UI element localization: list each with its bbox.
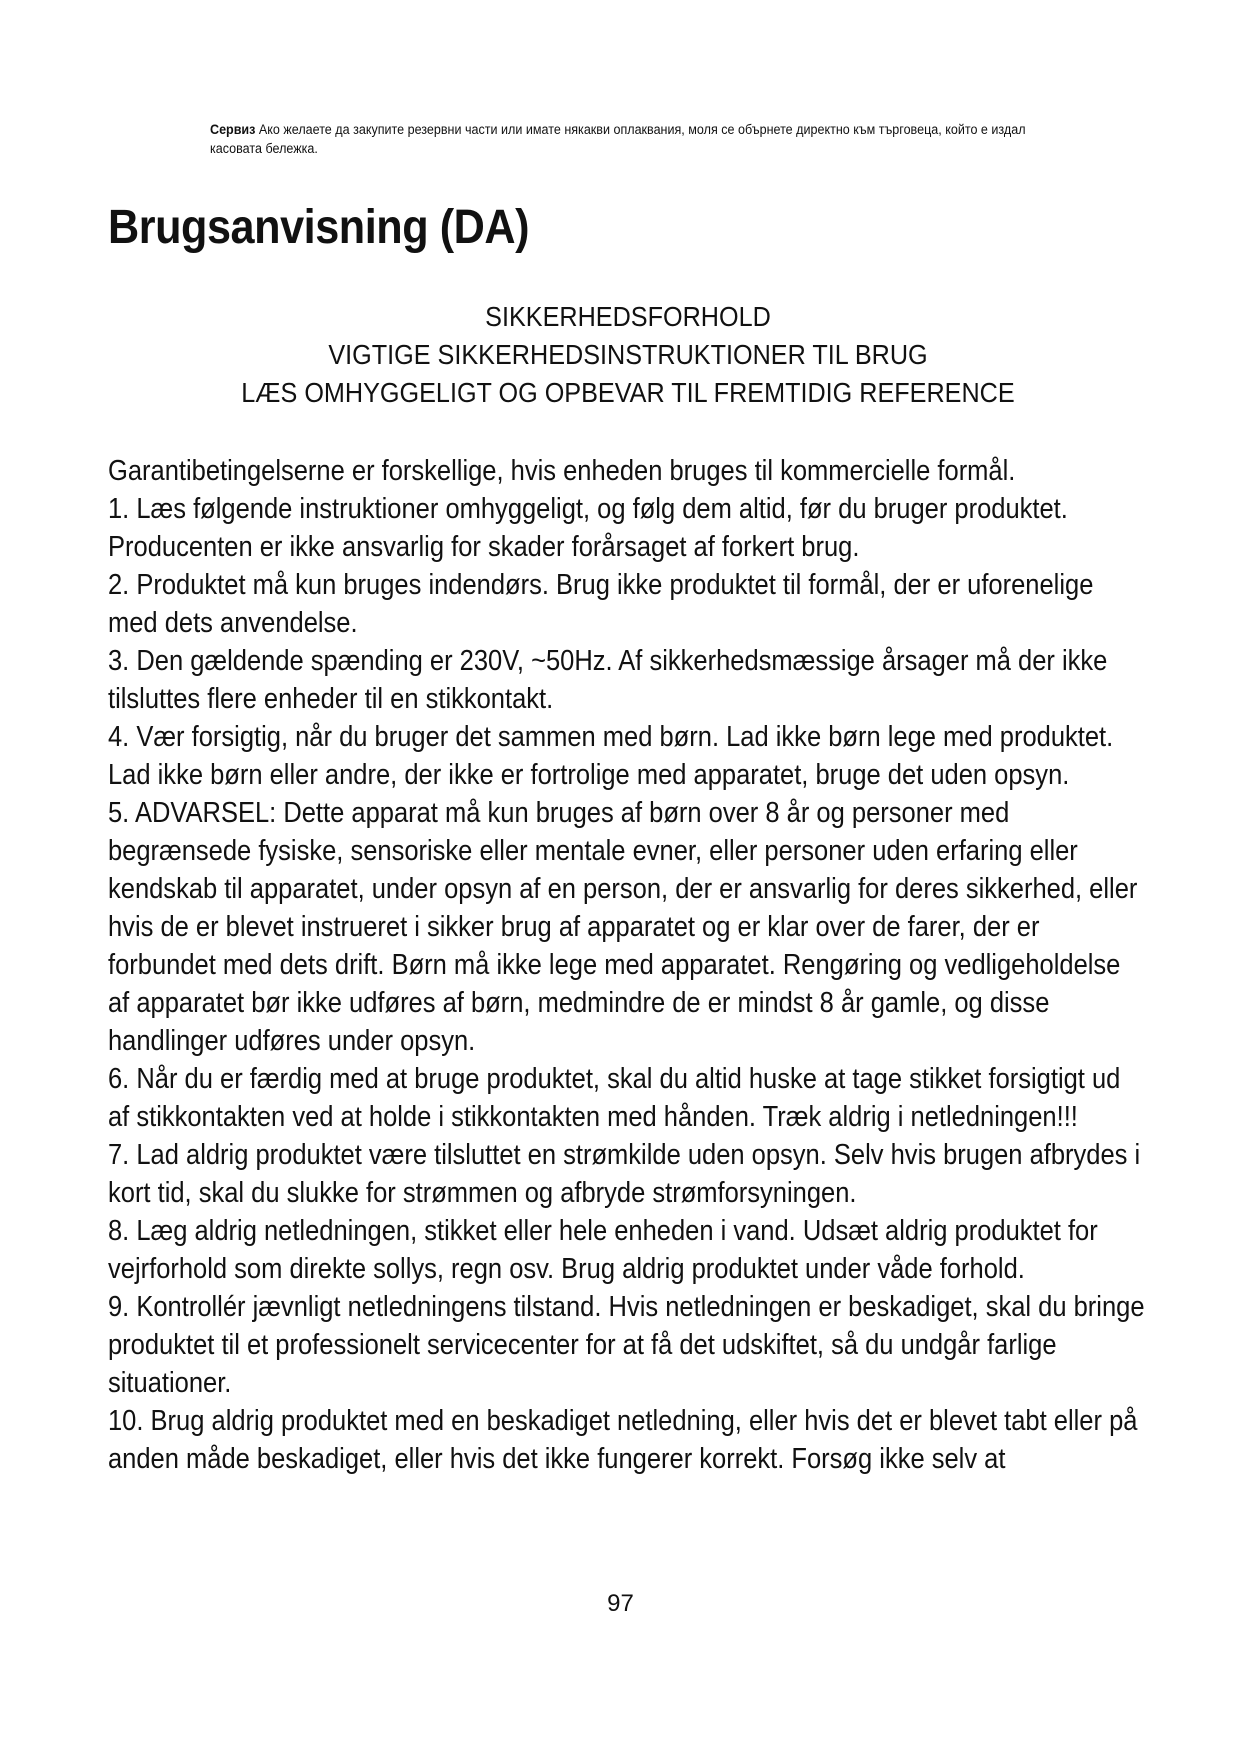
page-title: Brugsanvisning (DA) <box>108 201 530 254</box>
safety-heading <box>108 298 1148 412</box>
instruction-item: 8. Læg aldrig netledningen, stikket eller hele enheden i vand. Udsæt aldrig produktet for vejrforhold som direkte sollys, regn osv. Brug aldrig produktet under våde forhold. <box>108 1215 1098 1285</box>
service-note <box>210 120 1075 158</box>
safety-heading-line: VIGTIGE SIKKERHEDSINSTRUKTIONER TIL BRUG <box>328 339 928 370</box>
instruction-item: 5. ADVARSEL: Dette apparat må kun bruges af børn over 8 år og personer med begrænsede fysiske, sensoriske eller mentale evner, eller personer uden erfaring eller kendskab til apparatet, under opsyn af en person, der er ansvarlig for deres sikkerhed, eller hvis de er blevet instrueret i sikker brug af apparatet og er klar over de farer, der er forbundet med dets drift. Børn må ikke lege med apparatet. Rengøring og vedligeholdelse af apparatet bør ikke udføres af børn, medmindre de er mindst 8 år gamle, og disse handlinger udføres under opsyn. <box>108 797 1138 1057</box>
instruction-item: 6. Når du er færdig med at bruge produktet, skal du altid huske at tage stikket forsigtigt ud af stikkontakten ved at holde i stikkontakten med hånden. Træk aldrig i netledningen!!! <box>108 1063 1121 1133</box>
page-number: 97 <box>607 1590 634 1617</box>
service-note-label: Сервиз <box>210 122 256 137</box>
instruction-item: 4. Vær forsigtig, når du bruger det sammen med børn. Lad ikke børn lege med produktet. Lad ikke børn eller andre, der ikke er fortrolige med apparatet, bruge det uden opsyn. <box>108 721 1114 791</box>
safety-heading-line: LÆS OMHYGGELIGT OG OPBEVAR TIL FREMTIDIG REFERENCE <box>241 377 1015 408</box>
instructions-body <box>108 452 1146 1478</box>
instruction-item: 10. Brug aldrig produktet med en beskadiget netledning, eller hvis det er blevet tabt eller på anden måde beskadiget, eller hvis det ikke fungerer korrekt. Forsøg ikke selv at <box>108 1405 1138 1475</box>
service-note-text: Ако желаете да закупите резервни части или имате някакви оплаквания, моля се обърнете директно към търговеца, който е издал касовата бележка. <box>210 122 1026 156</box>
intro-paragraph: Garantibetingelserne er forskellige, hvis enheden bruges til kommercielle formål. <box>108 455 1016 487</box>
instruction-item: 1. Læs følgende instruktioner omhyggeligt, og følg dem altid, før du bruger produktet. Producenten er ikke ansvarlig for skader forårsaget af forkert brug. <box>108 493 1068 563</box>
instruction-item: 7. Lad aldrig produktet være tilsluttet en strømkilde uden opsyn. Selv hvis brugen afbrydes i kort tid, skal du slukke for strømmen og afbryde strømforsyningen. <box>108 1139 1141 1209</box>
instruction-item: 9. Kontrollér jævnligt netledningens tilstand. Hvis netledningen er beskadiget, skal du bringe produktet til et professionelt servicecenter for at få det udskiftet, så du undgår farlige situationer. <box>108 1291 1145 1399</box>
safety-heading-line: SIKKERHEDSFORHOLD <box>485 301 771 332</box>
instruction-item: 3. Den gældende spænding er 230V, ~50Hz. Af sikkerhedsmæssige årsager må der ikke tilsluttes flere enheder til en stikkontakt. <box>108 645 1108 715</box>
instruction-item: 2. Produktet må kun bruges indendørs. Brug ikke produktet til formål, der er uforenelige med dets anvendelse. <box>108 569 1094 639</box>
